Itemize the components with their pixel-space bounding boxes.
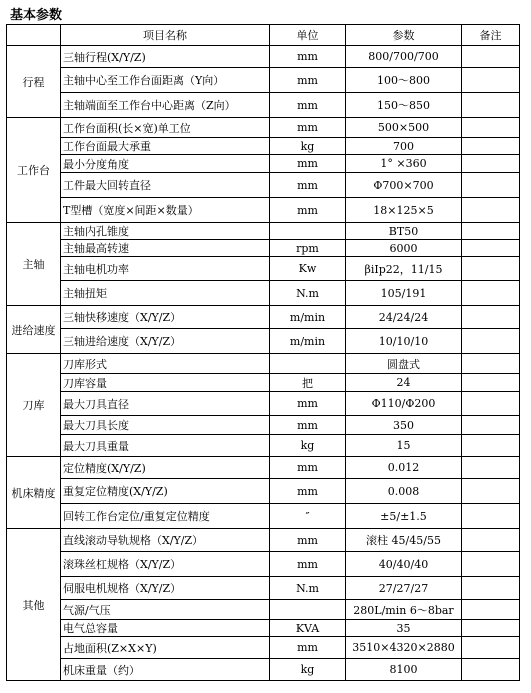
unit-cell: m/min (270, 306, 346, 329)
category-cell: 机床精度 (7, 457, 61, 529)
item-cell: 主轴端面至工作台中心距离（Z向） (61, 93, 270, 118)
header-category (7, 25, 61, 46)
unit-cell: mm (270, 118, 346, 138)
item-cell: 最大刀具直径 (61, 392, 270, 416)
value-cell: Φ700×700 (346, 173, 462, 198)
item-cell: 三轴行程(X/Y/Z) (61, 46, 270, 68)
value-cell: 滚柱 45/45/55 (346, 529, 462, 552)
table-row (7, 504, 520, 529)
note-cell (462, 118, 520, 138)
value-cell: 18×125×5 (346, 198, 462, 223)
note-cell (462, 659, 520, 681)
item-cell: 主轴电机功率 (61, 257, 270, 281)
value-cell: 27/27/27 (346, 577, 462, 600)
table-row (7, 552, 520, 577)
value-cell: 35 (346, 620, 462, 637)
unit-cell: N.m (270, 577, 346, 600)
value-cell: 15 (346, 435, 462, 457)
note-cell (462, 392, 520, 416)
note-cell (462, 198, 520, 223)
category-cell: 进给速度 (7, 306, 61, 354)
note-cell (462, 637, 520, 659)
unit-cell: mm (270, 637, 346, 659)
item-cell: 定位精度(X/Y/Z) (61, 457, 270, 479)
value-cell: 6000 (346, 240, 462, 257)
value-cell: 800/700/700 (346, 46, 462, 68)
item-cell: 最大刀具长度 (61, 416, 270, 435)
unit-cell: mm (270, 457, 346, 479)
table-row (7, 281, 520, 306)
unit-cell: kg (270, 435, 346, 457)
unit-cell: N.m (270, 281, 346, 306)
item-cell: 滚珠丝杠规格（X/Y/Z） (61, 552, 270, 577)
table-row (7, 435, 520, 457)
unit-cell: kg (270, 138, 346, 155)
item-cell: 主轴内孔锥度 (61, 223, 270, 240)
value-cell: BT50 (346, 223, 462, 240)
unit-cell: mm (270, 93, 346, 118)
note-cell (462, 479, 520, 504)
parameters-table (6, 24, 520, 681)
table-body (7, 46, 520, 681)
category-cell: 刀库 (7, 354, 61, 457)
table-row (7, 118, 520, 138)
table-row (7, 198, 520, 223)
unit-cell: mm (270, 392, 346, 416)
note-cell (462, 257, 520, 281)
table-row (7, 93, 520, 118)
unit-cell: mm (270, 479, 346, 504)
value-cell: 8100 (346, 659, 462, 681)
item-cell: 刀库形式 (61, 354, 270, 374)
table-row (7, 68, 520, 93)
unit-cell: Kw (270, 257, 346, 281)
table-row (7, 354, 520, 374)
header-unit: 单位 (270, 25, 346, 46)
table-row (7, 416, 520, 435)
table-row (7, 155, 520, 173)
value-cell: 280L/min 6～8bar (346, 600, 462, 620)
unit-cell (270, 600, 346, 620)
unit-cell: mm (270, 46, 346, 68)
value-cell: 24 (346, 374, 462, 392)
value-cell: 圆盘式 (346, 354, 462, 374)
header-value: 参数 (346, 25, 462, 46)
note-cell (462, 552, 520, 577)
note-cell (462, 600, 520, 620)
value-cell: 105/191 (346, 281, 462, 306)
value-cell: βiIp22，11/15 (346, 257, 462, 281)
table-row (7, 457, 520, 479)
unit-cell: mm (270, 173, 346, 198)
table-row (7, 173, 520, 198)
table-row (7, 620, 520, 637)
unit-cell: KVA (270, 620, 346, 637)
item-cell: 直线滚动导轨规格（X/Y/Z） (61, 529, 270, 552)
unit-cell (270, 223, 346, 240)
unit-cell: mm (270, 529, 346, 552)
unit-cell: mm (270, 416, 346, 435)
item-cell: 工作台面积(长×宽)单工位 (61, 118, 270, 138)
category-cell: 其他 (7, 529, 61, 681)
item-cell: 最大刀具重量 (61, 435, 270, 457)
value-cell: ±5/±1.5 (346, 504, 462, 529)
note-cell (462, 223, 520, 240)
item-cell: T型槽（宽度×间距×数量） (61, 198, 270, 223)
note-cell (462, 138, 520, 155)
item-cell: 回转工作台定位/重复定位精度 (61, 504, 270, 529)
unit-cell: kg (270, 659, 346, 681)
item-cell: 电气总容量 (61, 620, 270, 637)
value-cell: 24/24/24 (346, 306, 462, 329)
value-cell: Φ110/Φ200 (346, 392, 462, 416)
value-cell: 1° ×360 (346, 155, 462, 173)
note-cell (462, 173, 520, 198)
note-cell (462, 46, 520, 68)
unit-cell: ″ (270, 504, 346, 529)
note-cell (462, 306, 520, 329)
item-cell: 主轴最高转速 (61, 240, 270, 257)
unit-cell (270, 354, 346, 374)
note-cell (462, 281, 520, 306)
value-cell: 40/40/40 (346, 552, 462, 577)
value-cell: 500×500 (346, 118, 462, 138)
value-cell: 10/10/10 (346, 329, 462, 354)
item-cell: 占地面积(Z×X×Y) (61, 637, 270, 659)
note-cell (462, 155, 520, 173)
category-cell: 工作台 (7, 118, 61, 223)
table-row (7, 240, 520, 257)
value-cell: 150～850 (346, 93, 462, 118)
unit-cell: mm (270, 552, 346, 577)
unit-cell: 把 (270, 374, 346, 392)
table-row (7, 138, 520, 155)
table-row (7, 223, 520, 240)
item-cell: 工件最大回转直径 (61, 173, 270, 198)
note-cell (462, 529, 520, 552)
value-cell: 3510×4320×2880 (346, 637, 462, 659)
table-row (7, 374, 520, 392)
item-cell: 最小分度角度 (61, 155, 270, 173)
table-row (7, 479, 520, 504)
table-row (7, 257, 520, 281)
category-cell: 行程 (7, 46, 61, 118)
note-cell (462, 620, 520, 637)
item-cell: 主轴扭矩 (61, 281, 270, 306)
note-cell (462, 374, 520, 392)
unit-cell: rpm (270, 240, 346, 257)
value-cell: 0.012 (346, 457, 462, 479)
note-cell (462, 504, 520, 529)
table-header-row (7, 25, 520, 46)
item-cell: 气源/气压 (61, 600, 270, 620)
table-row (7, 329, 520, 354)
item-cell: 伺服电机规格（X/Y/Z） (61, 577, 270, 600)
item-cell: 三轴进给速度（X/Y/Z） (61, 329, 270, 354)
value-cell: 0.008 (346, 479, 462, 504)
table-row (7, 529, 520, 552)
note-cell (462, 329, 520, 354)
unit-cell: m/min (270, 329, 346, 354)
header-note: 备注 (462, 25, 520, 46)
unit-cell: mm (270, 155, 346, 173)
category-cell: 主轴 (7, 223, 61, 306)
note-cell (462, 435, 520, 457)
item-cell: 重复定位精度(X/Y/Z) (61, 479, 270, 504)
item-cell: 工作台面最大承重 (61, 138, 270, 155)
note-cell (462, 457, 520, 479)
item-cell: 三轴快移速度（X/Y/Z） (61, 306, 270, 329)
value-cell: 100～800 (346, 68, 462, 93)
value-cell: 700 (346, 138, 462, 155)
note-cell (462, 577, 520, 600)
table-row (7, 306, 520, 329)
note-cell (462, 416, 520, 435)
unit-cell: mm (270, 68, 346, 93)
note-cell (462, 93, 520, 118)
table-row (7, 637, 520, 659)
table-row (7, 600, 520, 620)
value-cell: 350 (346, 416, 462, 435)
note-cell (462, 68, 520, 93)
item-cell: 机床重量（约） (61, 659, 270, 681)
page-title: 基本参数 (10, 8, 63, 23)
table-row (7, 392, 520, 416)
header-item: 项目名称 (61, 25, 270, 46)
table-row (7, 46, 520, 68)
unit-cell: mm (270, 198, 346, 223)
table-row (7, 577, 520, 600)
item-cell: 刀库容量 (61, 374, 270, 392)
item-cell: 主轴中心至工作台面距离（Y向） (61, 68, 270, 93)
note-cell (462, 354, 520, 374)
table-row (7, 659, 520, 681)
note-cell (462, 240, 520, 257)
